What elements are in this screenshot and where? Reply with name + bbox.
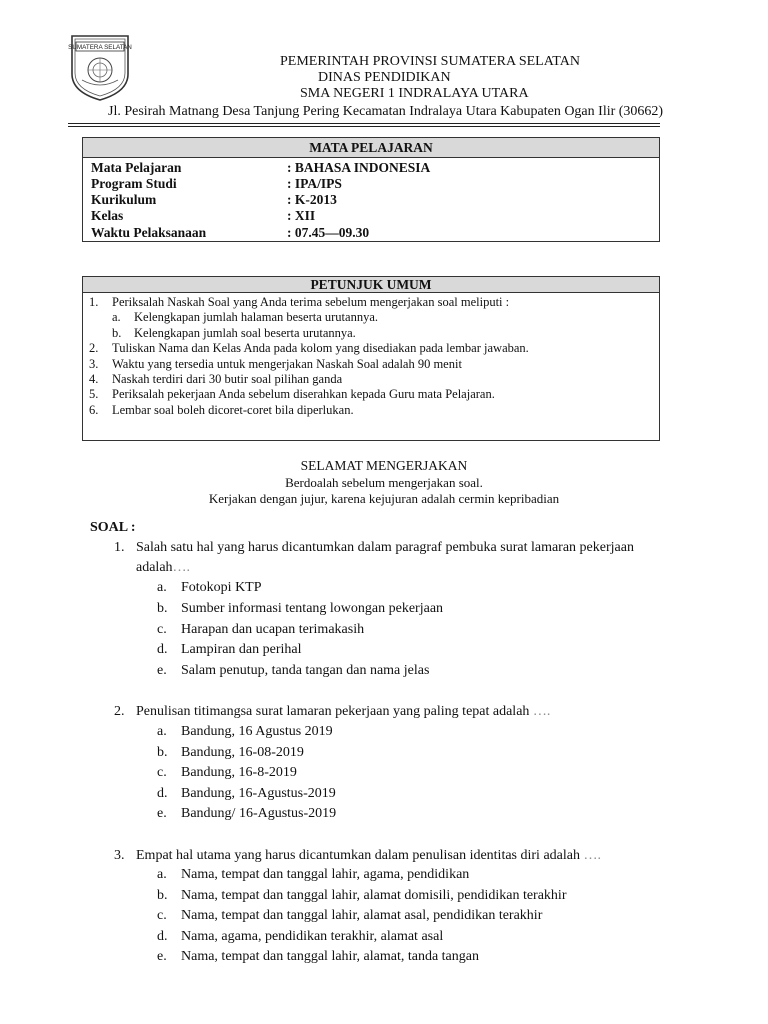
general-instructions-box (82, 276, 660, 441)
subject-label: Mata Pelajaran (91, 160, 182, 175)
instruction-item: 1. Periksalah Naskah Soal yang Anda terima sebelum mengerjakan soal meliputi : (89, 295, 510, 309)
school-address: Jl. Pesirah Matnang Desa Tanjung Pering Kecamatan Indralaya Utara Kabupaten Ogan Ilir (30662) (108, 104, 664, 119)
sumsel-emblem-logo (66, 30, 134, 102)
greeting-line-1: Berdoalah sebelum mengerjakan soal. (285, 475, 483, 490)
subject-row (91, 160, 431, 176)
program-label: Program Studi (91, 176, 177, 191)
government-name: PEMERINTAH PROVINSI SUMATERA SELATAN (280, 54, 580, 69)
time-label: Waktu Pelaksanaan (91, 225, 207, 240)
question-text: Salah satu hal yang harus dicantumkan dalam paragraf pembuka surat lamaran pekerjaan (136, 540, 634, 555)
subject-value: : BAHASA INDONESIA (287, 160, 431, 175)
logo-text: SUMATERA SELATAN (68, 44, 132, 51)
time-value: : 07.45—09.30 (287, 225, 370, 240)
instruction-item: 5. Periksalah pekerjaan Anda sebelum diserahkan kepada Guru mata Pelajaran. (89, 387, 495, 402)
question-1-continuation (136, 558, 190, 579)
class-row (91, 208, 316, 224)
question-number: 1. (114, 540, 125, 555)
curriculum-row (91, 192, 337, 208)
time-row (91, 225, 370, 241)
subject-info-box (82, 137, 660, 242)
question-text-line-2: adalah (136, 560, 173, 575)
questions-heading: SOAL : (90, 520, 136, 535)
subject-info-title: MATA PELAJARAN (83, 138, 659, 158)
instructions-title: PETUNJUK UMUM (83, 277, 659, 293)
instruction-subitem: b. Kelengkapan jumlah soal beserta urutannya. (112, 325, 356, 340)
instructions-list (83, 293, 659, 418)
question-dots: …. (172, 560, 191, 575)
class-value: : XII (287, 208, 316, 223)
instruction-item: 4. Naskah terdiri dari 30 butir soal pilihan ganda (89, 372, 343, 387)
question-dots: …. (532, 704, 551, 719)
curriculum-label: Kurikulum (91, 192, 157, 207)
greeting-title: SELAMAT MENGERJAKAN (300, 458, 468, 473)
instruction-item: 2. Tuliskan Nama dan Kelas Anda pada kolom yang disediakan pada lembar jawaban. (89, 341, 529, 356)
program-value: : IPA/IPS (287, 176, 342, 191)
instruction-item: 3. Waktu yang tersedia untuk mengerjakan Naskah Soal adalah 90 menit (89, 356, 462, 371)
program-row (91, 176, 342, 192)
question-number: 2. (114, 704, 125, 719)
question-number: 3. (114, 848, 125, 863)
school-name: SMA NEGERI 1 INDRALAYA UTARA (300, 86, 529, 101)
question-dots: …. (583, 848, 601, 863)
header-rule-bottom (68, 126, 660, 127)
header-rule-top (68, 123, 660, 124)
question-text: Empat hal utama yang harus dicantumkan dalam penulisan identitas diri adalah (136, 848, 580, 863)
instruction-subitem: a. Kelengkapan jumlah halaman beserta urutannya. (112, 310, 379, 325)
greeting-line-2: Kerjakan dengan jujur, karena kejujuran adalah cermin kepribadian (208, 491, 560, 506)
curriculum-value: : K-2013 (287, 192, 337, 207)
department-name: DINAS PENDIDIKAN (318, 70, 451, 85)
question-text: Penulisan titimangsa surat lamaran pekerjaan yang paling tepat adalah (136, 704, 530, 719)
instruction-item: 6. Lembar soal boleh dicoret-coret bila diperlukan. (89, 402, 354, 417)
class-label: Kelas (91, 208, 124, 223)
